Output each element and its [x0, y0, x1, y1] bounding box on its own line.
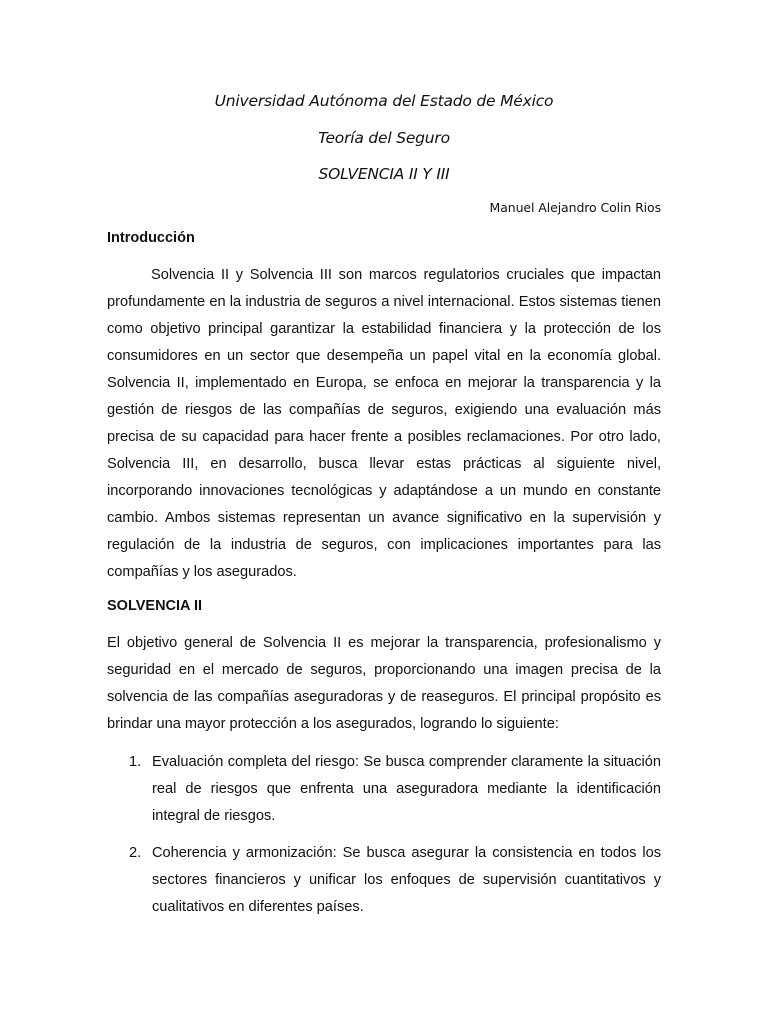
intro-paragraph: Solvencia II y Solvencia III son marcos regulatorios cruciales que impactan profundamente en la industria de seguros a nivel internacional. Estos sistemas tienen como objetivo principal garantizar la estabilidad financiera y la protección de los consumidores en un sector que desempeña un papel vital en la economía global. Solvencia II, implementado en Europa, se enfoca en mejorar la transparencia y la gestión de riesgos de las compañías de seguros, exigiendo una evaluación más precisa de su capacidad para hacer frente a posibles reclamaciones. Por otro lado, Solvencia III, en desarrollo, busca llevar estas prácticas al siguiente nivel, incorporando innovaciones tecnológicas y adaptándose a un mundo en constante cambio. Ambos sistemas representan un avance significativo en la supervisión y regulación de la industria de seguros, con implicaciones importantes para las compañías y los asegurados. — [107, 267, 661, 580]
course-title: Teoría del Seguro — [318, 129, 450, 147]
list-item-text: Coherencia y armonización: Se busca asegurar la consistencia en todos los sectores financieros y unificar los enfoques de supervisión cuantitativos y cualitativos en diferentes países. — [152, 845, 661, 915]
intro-heading: Introducción — [107, 230, 195, 246]
list-item-text: Evaluación completa del riesgo: Se busca comprender claramente la situación real de riesgos que enfrenta una aseguradora mediante la identificación integral de riesgos. — [152, 754, 661, 824]
section-heading: SOLVENCIA II — [107, 598, 203, 614]
author-name: Manuel Alejandro Colin Rios — [489, 200, 661, 215]
university-title: Universidad Autónoma del Estado de México — [214, 92, 554, 110]
list-item-number: 1. — [129, 754, 142, 770]
section-paragraph: El objetivo general de Solvencia II es mejorar la transparencia, profesionalismo y seguridad en el mercado de seguros, proporcionando una imagen precisa de la solvencia de las compañías aseguradoras y de reaseguros. El principal propósito es brindar una mayor protección a los asegurados, logrando lo siguiente: — [107, 635, 661, 732]
list-item — [107, 749, 661, 830]
document-title: SOLVENCIA II Y III — [318, 165, 450, 183]
list-item-number: 2. — [129, 845, 142, 861]
list-item — [107, 840, 661, 921]
